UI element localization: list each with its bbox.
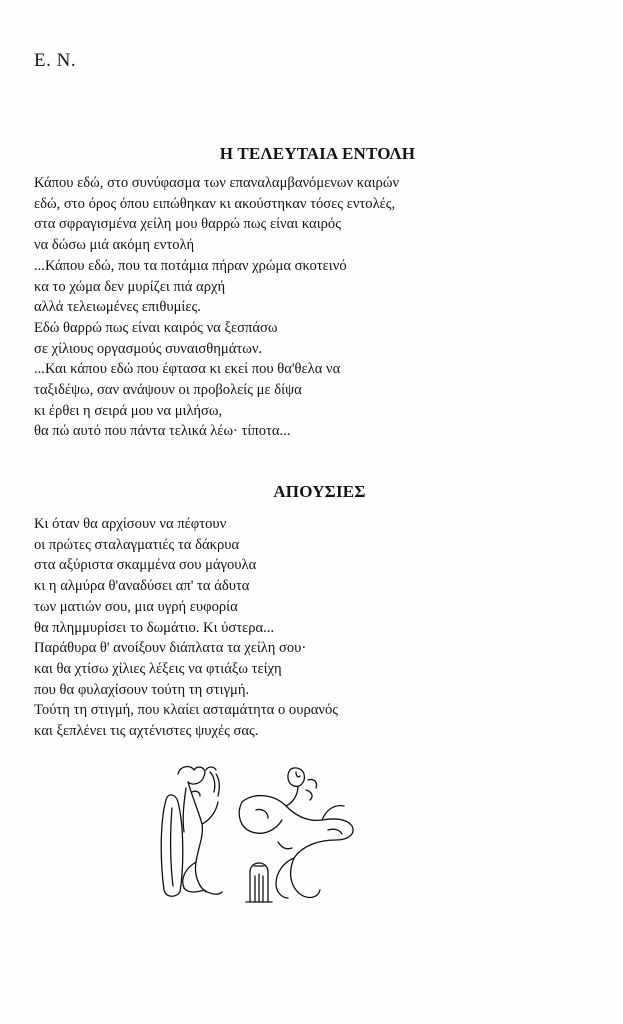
- poem-line: Εδώ θαρρώ πως είναι καιρός να ξεσπάσω: [34, 319, 278, 336]
- poem-title-absences: ΑΠΟΥΣΙΕΣ: [273, 482, 366, 502]
- poem-line: ...Κάπου εδώ, που τα ποτάμια πήραν χρώμα σκοτεινό: [34, 257, 347, 274]
- ink-sketch-two-figures-icon: [158, 762, 358, 910]
- poem-line: Τούτη τη στιγμή, που κλαίει ασταμάτητα ο ουρανός: [34, 702, 339, 719]
- poem-line: σε χίλιους οργασμούς συναισθημάτων.: [34, 340, 263, 357]
- poem-line: Παράθυρα θ' ανοίξουν διάπλατα τα χείλη σου·: [34, 640, 307, 657]
- poem-body-absences: [34, 514, 338, 742]
- poem-line: και θα χτίσω χίλιες λέξεις να φτιάξω τείχη: [34, 660, 282, 677]
- poem-line: των ματιών σου, μια υγρή ευφορία: [34, 598, 238, 615]
- author-initials: Ε. Ν.: [34, 50, 77, 71]
- poem-line: Κάπου εδώ, στο συνύφασμα των επαναλαμβανόμενων καιρών: [34, 175, 400, 191]
- poem-line: στα αξύριστα σκαμμένα σου μάγουλα: [34, 557, 257, 574]
- poem-body-last-command: [34, 173, 399, 442]
- poem-line: να δώσω μιά ακόμη εντολή: [34, 237, 195, 254]
- poem-line: ταξιδέψω, σαν ανάψουν οι προβολείς με δίψα: [34, 382, 302, 399]
- poem-line: στα σφραγισμένα χείλη μου θαρρώ πως είναι καιρός: [34, 216, 341, 233]
- poem-line: εδώ, στο όρος όπου ειπώθηκαν κι ακούστηκαν τόσες εντολές,: [34, 195, 396, 212]
- poem-line: και ξεπλένει τις αχτένιστες ψυχές σας.: [34, 723, 259, 740]
- poem-line: οι πρώτες σταλαγματιές τα δάκρυα: [34, 536, 240, 553]
- poem-line: που θα φυλαχίσουν τούτη τη στιγμή.: [34, 681, 250, 698]
- poem-line: θα πώ αυτό που πάντα τελικά λέω· τίποτα...: [34, 423, 291, 440]
- poem-line: κα το χώμα δεν μυρίζει πιά αρχή: [34, 278, 226, 295]
- poem-line: κι η αλμύρα θ'αναδύσει απ' τα άδυτα: [34, 578, 250, 595]
- poem-line: θα πλημμυρίσει το δωμάτιο. Κι ύστερα...: [34, 619, 275, 636]
- poem-line: κι έρθει η σειρά μου να μιλήσω,: [34, 402, 223, 419]
- poem-line: αλλά τελειωμένες επιθυμίες.: [34, 299, 201, 316]
- poem-line: Κι όταν θα αρχίσουν να πέφτουν: [34, 516, 227, 532]
- poem-line: ...Και κάπου εδώ που έφτασα κι εκεί που θα'θελα να: [34, 361, 341, 378]
- poem-title-last-command: Η ΤΕΛΕΥΤΑΙΑ ΕΝΤΟΛΗ: [219, 144, 416, 164]
